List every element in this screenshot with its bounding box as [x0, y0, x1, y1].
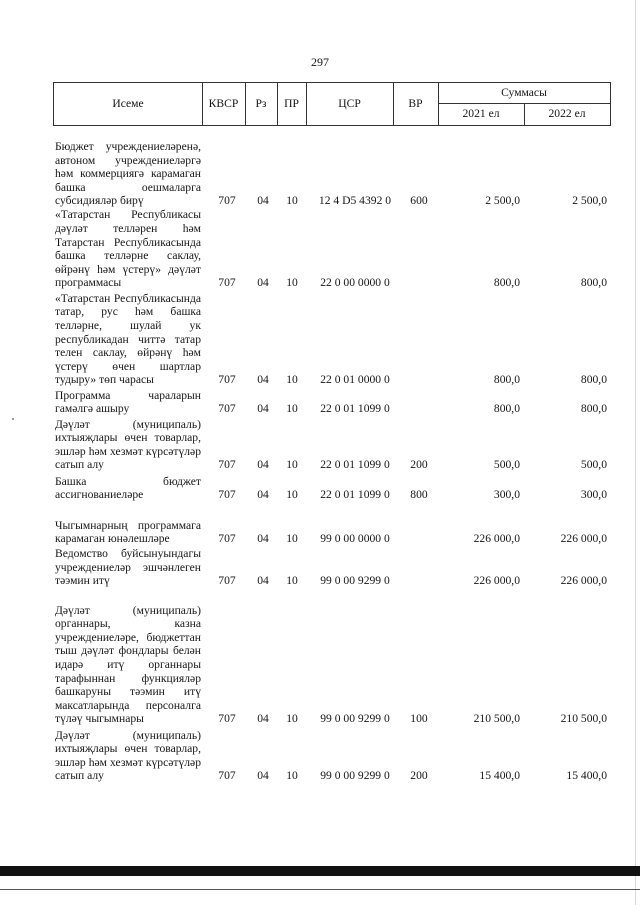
row-kvsr: 707 [218, 276, 236, 290]
row-vr: 800 [410, 488, 428, 502]
row-kvsr: 707 [218, 532, 236, 546]
table-row [0, 547, 640, 588]
row-vr: 100 [410, 712, 428, 726]
row-csr: 99 0 00 9299 0 [320, 769, 390, 783]
scan-edge-line [635, 0, 636, 905]
header-pr: ПР [277, 82, 307, 126]
scan-speck [12, 418, 14, 420]
header-year-2021: 2021 ел [438, 103, 525, 126]
row-sum-2021: 500,0 [493, 458, 520, 472]
row-csr: 22 0 00 0000 0 [320, 276, 390, 290]
table-row [0, 209, 640, 290]
row-sum-2021: 800,0 [493, 402, 520, 416]
row-sum-2021: 300,0 [493, 488, 520, 502]
row-pr: 10 [286, 458, 298, 472]
row-sum-2022: 226 000,0 [560, 574, 607, 588]
row-name: Башка бюджет ассигнованиеләре [55, 474, 201, 502]
row-name: Программа чараларын гамәлгә ашыру [55, 388, 201, 416]
row-name: Ведомство буйсынуындагы учреждениеләр эшчәнлеген тәэмин итү [55, 547, 201, 588]
row-kvsr: 707 [218, 488, 236, 502]
row-sum-2021: 800,0 [493, 276, 520, 290]
header-year-2022: 2022 ел [524, 103, 611, 126]
row-sum-2022: 800,0 [580, 373, 607, 387]
row-sum-2022: 300,0 [580, 488, 607, 502]
row-rz: 04 [257, 194, 269, 208]
row-vr: 200 [410, 769, 428, 783]
row-kvsr: 707 [218, 458, 236, 472]
row-name: Чыгымнарның программага карамаган юнәлешләре [55, 518, 201, 546]
row-pr: 10 [286, 276, 298, 290]
row-sum-2022: 226 000,0 [560, 532, 607, 546]
row-csr: 99 0 00 0000 0 [320, 532, 390, 546]
row-pr: 10 [286, 532, 298, 546]
table-row [0, 474, 640, 502]
row-vr: 200 [410, 458, 428, 472]
row-csr: 22 0 01 0000 0 [320, 373, 390, 387]
row-kvsr: 707 [218, 574, 236, 588]
row-kvsr: 707 [218, 402, 236, 416]
header-csr: ЦСР [306, 82, 394, 126]
table-row [0, 417, 640, 472]
row-vr: 600 [410, 194, 428, 208]
header-rz: Рз [245, 82, 278, 126]
header-sums: Суммасы [438, 82, 611, 104]
row-sum-2022: 800,0 [580, 402, 607, 416]
row-csr: 99 0 00 9299 0 [320, 574, 390, 588]
row-sum-2021: 226 000,0 [473, 574, 520, 588]
row-name: Дәүләт (муниципаль) ихтыяҗлары өчен товарлар, эшләр һәм хезмәт күрсәтүләр сатып алу [55, 417, 201, 472]
row-name: Бюджет учреждениеләренә, автоном учреждениеләргә һәм коммерциягә карамаган башка оешмаларга субсидияләр бирү [55, 140, 201, 208]
row-sum-2021: 800,0 [493, 373, 520, 387]
row-csr: 22 0 01 1099 0 [320, 488, 390, 502]
row-csr: 99 0 00 9299 0 [320, 712, 390, 726]
header-kvsr: КВСР [202, 82, 246, 126]
row-sum-2022: 2 500,0 [572, 194, 607, 208]
row-sum-2021: 210 500,0 [473, 712, 520, 726]
row-sum-2021: 226 000,0 [473, 532, 520, 546]
table-row [0, 504, 640, 546]
row-pr: 10 [286, 488, 298, 502]
row-csr: 22 0 01 1099 0 [320, 402, 390, 416]
row-name: Дәүләт (муниципаль) органнары, казна учреждениеләре, бюджеттан тыш дәүләт фондлары белән идарә итү органнары тарафыннан функцияләр башкаруны тәэмин итү максатларында персоналга түләү чыгымнары [55, 603, 201, 726]
header-name: Исеме [53, 82, 203, 126]
row-sum-2022: 500,0 [580, 458, 607, 472]
row-sum-2021: 15 400,0 [479, 769, 520, 783]
row-rz: 04 [257, 769, 269, 783]
row-rz: 04 [257, 574, 269, 588]
row-csr: 22 0 01 1099 0 [320, 458, 390, 472]
row-kvsr: 707 [218, 769, 236, 783]
row-name: «Татарстан Республикасында татар, рус һәм башка телләрне, шулай ук республикадан читтә татар телен саклау, өйрәнү һәм үстерү өчен шартлар тудыру» төп чарасы [55, 291, 201, 387]
row-name: «Татарстан Республикасы дәүләт телләрен һәм Татарстан Республикасында башка телләрне саклау, өйрәнү һәм үстерү» дәүләт программасы [55, 208, 201, 290]
row-rz: 04 [257, 712, 269, 726]
row-sum-2022: 210 500,0 [560, 712, 607, 726]
table-row [0, 589, 640, 726]
scan-bottom-line [0, 889, 640, 890]
row-sum-2022: 15 400,0 [566, 769, 607, 783]
row-rz: 04 [257, 276, 269, 290]
row-kvsr: 707 [218, 194, 236, 208]
row-rz: 04 [257, 373, 269, 387]
row-sum-2022: 800,0 [580, 276, 607, 290]
row-sum-2021: 2 500,0 [485, 194, 520, 208]
row-rz: 04 [257, 488, 269, 502]
table-row [0, 389, 640, 416]
table-row [0, 291, 640, 387]
row-rz: 04 [257, 532, 269, 546]
row-pr: 10 [286, 769, 298, 783]
table-row [0, 728, 640, 783]
row-rz: 04 [257, 402, 269, 416]
row-kvsr: 707 [218, 712, 236, 726]
header-vr: ВР [393, 82, 439, 126]
row-name: Дәүләт (муниципаль) ихтыяҗлары өчен товарлар, эшләр һәм хезмәт күрсәтүләр сатып алу [55, 728, 201, 783]
row-pr: 10 [286, 574, 298, 588]
row-kvsr: 707 [218, 373, 236, 387]
row-pr: 10 [286, 373, 298, 387]
row-csr: 12 4 D5 4392 0 [318, 194, 392, 208]
row-pr: 10 [286, 712, 298, 726]
page-number: 297 [311, 55, 329, 69]
table-row [0, 128, 640, 208]
row-pr: 10 [286, 402, 298, 416]
scan-bottom-bar [0, 866, 640, 876]
row-pr: 10 [286, 194, 298, 208]
row-rz: 04 [257, 458, 269, 472]
